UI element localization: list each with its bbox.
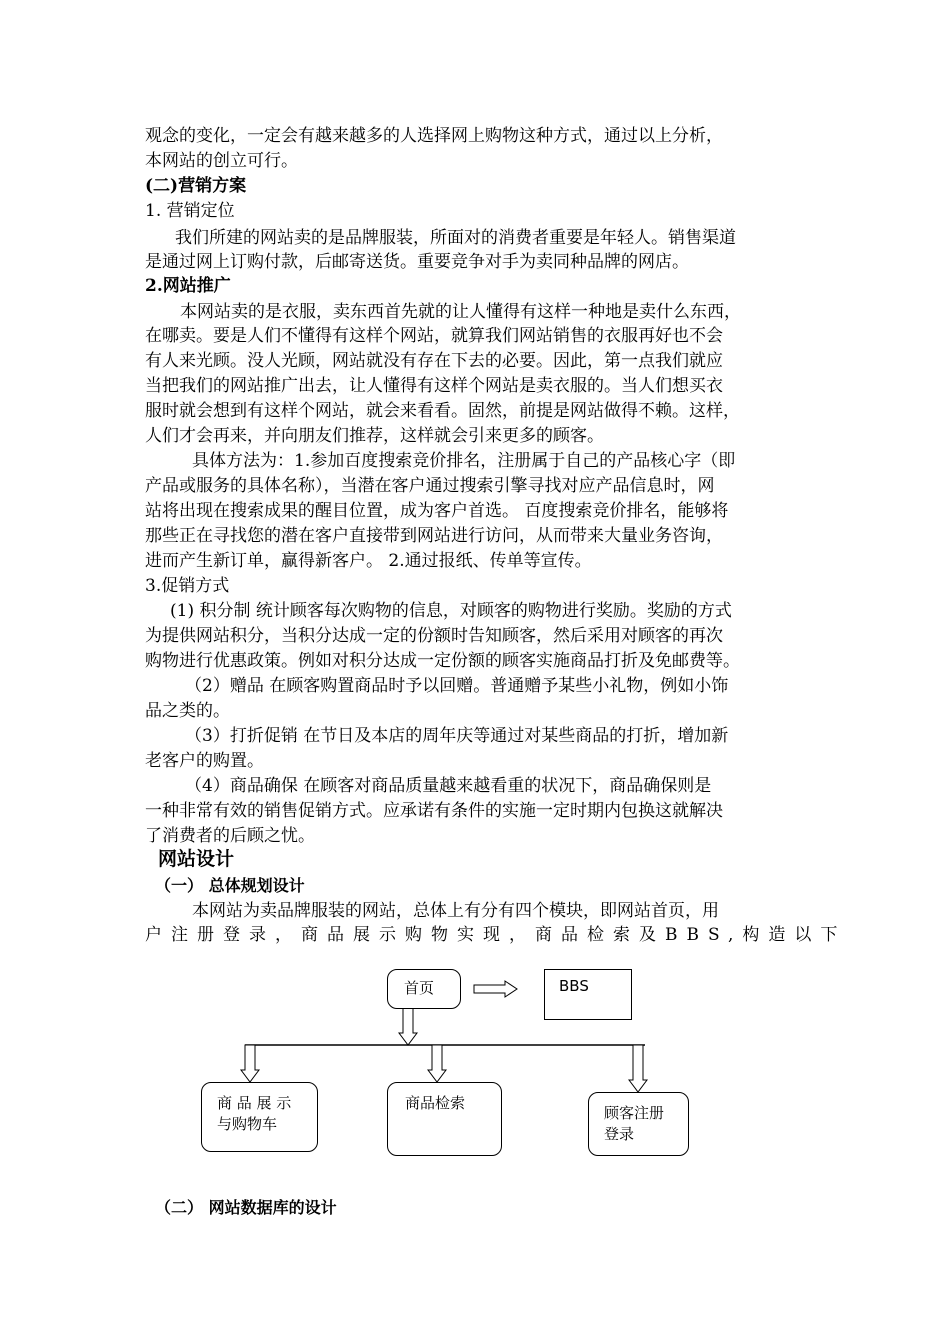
text-line: （4）商品确保 在顾客对商品质量越来越看重的状况下，商品确保则是 [185,776,712,796]
text-line: 当把我们的网站推广出去，让人懂得有这样个网站是卖衣服的。当人们想买衣 [145,376,723,396]
down-arrow-icon [428,1045,446,1082]
text-line: 为提供网站积分，当积分达成一定的份额时告知顾客，然后采用对顾客的再次 [145,626,723,646]
node-label: 首页 [404,979,435,997]
down-arrow-icon [241,1045,259,1082]
node-label: 商品检索 [405,1094,466,1112]
text-line: （2）赠品 在顾客购置商品时予以回赠。普通赠予某些小礼物，例如小饰 [185,676,729,696]
diagram-node-bbs [544,969,632,1020]
subheading-promotion-methods: 3.促销方式 [145,576,230,596]
text-line: 产品或服务的具体名称），当潜在客户通过搜索引擎寻找对应产品信息时，网 [145,476,715,496]
node-label: 商 品 展 示 [217,1094,292,1112]
text-line: 了消费者的后顾之忧。 [145,826,315,846]
text-line: 在哪卖。要是人们不懂得有这样个网站，就算我们网站销售的衣服再好也不会 [145,326,723,346]
text-line: 本网站卖的是衣服，卖东西首先就的让人懂得有这样一种地是卖什么东西， [180,302,741,322]
text-line: 观念的变化，一定会有越来越多的人选择网上购物这种方式，通过以上分析， [145,126,723,146]
text-line: 品之类的。 [145,701,230,721]
diagram-node-home [387,969,461,1009]
text-line: （3）打折促销 在节日及本店的周年庆等通过对某些商品的打折，增加新 [185,726,729,746]
text-line: 人们才会再来，并向朋友们推荐，这样就会引来更多的顾客。 [145,426,604,446]
node-label: 登录 [604,1125,635,1143]
text-line: 具体方法为：1.参加百度搜索竞价排名，注册属于自己的产品核心字（即 [192,451,736,471]
subheading-positioning: 1. 营销定位 [145,201,235,221]
text-line: 本网站的创立可行。 [145,151,298,171]
text-line: 那些正在寻找您的潜在客户直接带到网站进行访问，从而带来大量业务咨询， [145,526,723,546]
text-line: 站将出现在搜索成果的醒目位置，成为客户首选。 百度搜索竞价排名，能够将 [145,501,729,521]
text-line: 是通过网上订购付款，后邮寄送货。重要竞争对手为卖同种品牌的网店。 [145,252,689,272]
diagram-node-search [387,1082,502,1156]
text-line: (1) 积分制 统计顾客每次购物的信息，对顾客的购物进行奖励。奖励的方式 [170,601,732,621]
text-line: 户注册登录，商品展示购物实现，商品检索及BBS,构造以下 [145,925,847,945]
text-line: 进而产生新订单，赢得新客户。 2.通过报纸、传单等宣传。 [145,551,592,571]
section-heading-overall: （一） 总体规划设计 [155,876,305,895]
down-arrow-icon [629,1045,647,1092]
text-line: 有人来光顾。没人光顾，网站就没有存在下去的必要。因此，第一点我们就应 [145,351,723,371]
down-arrow-icon [399,1008,417,1045]
text-line: 购物进行优惠政策。例如对积分达成一定份额的顾客实施商品打折及免邮费等。 [145,651,740,671]
subheading-promotion: 2.网站推广 [145,276,231,296]
text-line: 老客户的购置。 [145,751,264,771]
text-line: 服时就会想到有这样个网站，就会来看看。固然，前提是网站做得不赖。这样， [145,401,740,421]
section-heading-marketing: (二)营销方案 [145,176,247,196]
text-line: 我们所建的网站卖的是品牌服装，所面对的消费者重要是年轻人。销售渠道 [175,228,736,248]
diagram-node-register [588,1092,689,1156]
text-line: 一种非常有效的销售促销方式。应承诺有条件的实施一定时期内包换这就解决 [145,801,723,821]
text-line: 本网站为卖品牌服装的网站，总体上有分有四个模块，即网站首页，用 [192,901,719,921]
diagram-node-goods [201,1082,318,1152]
right-arrow-icon [474,981,517,997]
node-label: BBS [559,977,589,995]
section-heading-database: （二） 网站数据库的设计 [155,1198,337,1217]
node-label: 顾客注册 [604,1104,665,1122]
chapter-heading-design: 网站设计 [158,848,235,870]
node-label: 与购物车 [217,1115,278,1133]
